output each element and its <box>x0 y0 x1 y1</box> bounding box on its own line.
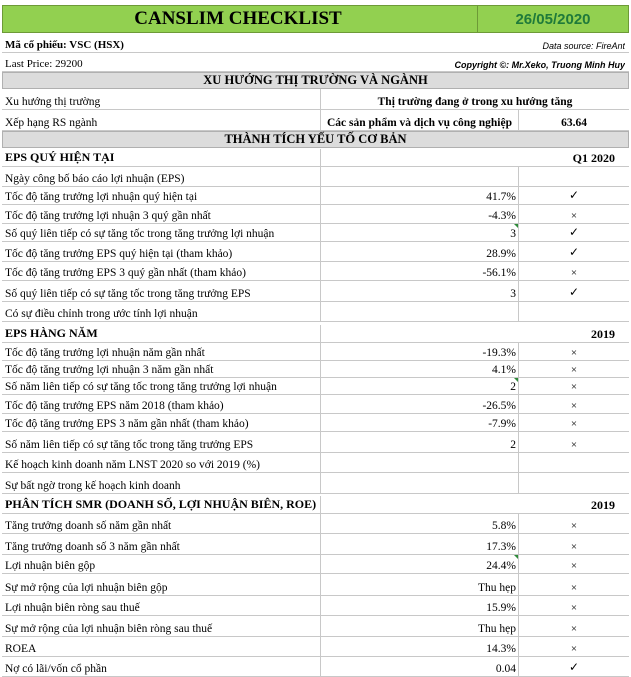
section-trend: XU HƯỚNG THỊ TRƯỜNG VÀ NGÀNH <box>2 72 629 89</box>
metric-label: Lợi nhuận biên gộp <box>5 560 96 572</box>
metric-value: 3 <box>320 224 519 241</box>
metric-label: Kế hoạch kinh doanh năm LNST 2020 so với 2019 (%) <box>5 459 260 471</box>
cross-icon: × <box>570 602 578 614</box>
data-source: Data source: FireAnt <box>542 41 625 51</box>
cross-icon: × <box>570 623 578 635</box>
metric-value: 28.9% <box>320 242 519 261</box>
cross-icon: × <box>570 418 578 430</box>
title-bar <box>2 5 629 33</box>
metric-label: Tốc độ tăng trưởng EPS quý hiện tại (tham khảo) <box>5 248 233 260</box>
rs-industry: Các sản phẩm và dịch vụ công nghiệp <box>320 110 519 130</box>
eps-year-header <box>2 325 629 343</box>
table-row <box>2 453 629 473</box>
metric-label: Sự mở rộng của lợi nhuận biên ròng sau thuế <box>5 623 213 635</box>
section-title: EPS HÀNG NĂM <box>5 326 98 340</box>
divider <box>320 496 321 513</box>
table-row <box>2 555 629 574</box>
metric-label: Tốc độ tăng trưởng lợi nhuận 3 năm gần nhất <box>5 364 214 376</box>
table-row <box>2 616 629 637</box>
metric-value: 14.3% <box>320 637 519 656</box>
rs-label: Xếp hạng RS ngành <box>5 117 98 129</box>
cross-icon <box>519 167 629 186</box>
metric-label: Ngày công bố báo cáo lợi nhuận (EPS) <box>5 173 185 185</box>
table-row <box>2 414 629 432</box>
section-title: PHÂN TÍCH SMR (DOANH SỐ, LỢI NHUẬN BIÊN, ROE) <box>5 497 317 511</box>
divider <box>320 149 321 166</box>
last-price: Last Price: 29200 <box>5 58 83 70</box>
metric-value: -7.9% <box>320 414 519 431</box>
metric-value: 24.4% <box>320 555 519 573</box>
market-trend-row <box>2 89 629 110</box>
metric-value: 2 <box>320 378 519 394</box>
cross-icon: × <box>570 347 578 359</box>
table-row <box>2 574 629 596</box>
table-row <box>2 262 629 281</box>
table-row <box>2 281 629 302</box>
ticker-row <box>2 34 629 53</box>
cross-icon: × <box>570 520 578 532</box>
metric-label: Số năm liên tiếp có sự tăng tốc trong tăng trưởng EPS <box>5 439 254 451</box>
metric-value: -26.5% <box>320 395 519 413</box>
table-row <box>2 637 629 657</box>
metric-value: Thu hẹp <box>320 616 519 636</box>
table-row <box>2 224 629 242</box>
table-row <box>2 361 629 378</box>
metric-value: -19.3% <box>320 343 519 360</box>
metric-label: Sự mở rộng của lợi nhuận biên gộp <box>5 582 168 594</box>
table-row <box>2 205 629 224</box>
cross-icon: × <box>570 643 578 655</box>
metric-value <box>320 302 519 321</box>
table-row <box>2 596 629 616</box>
cross-icon: × <box>570 541 578 553</box>
metric-value: -4.3% <box>320 205 519 223</box>
metric-value <box>320 167 519 186</box>
check-icon: ✓ <box>568 285 580 299</box>
cross-icon: × <box>570 381 578 393</box>
table-row <box>2 514 629 534</box>
cross-icon <box>519 473 629 493</box>
table-row <box>2 242 629 262</box>
table-row <box>2 657 629 677</box>
price-row <box>2 53 629 72</box>
metric-label: Tốc độ tăng trưởng EPS 3 năm gần nhất (tham khảo) <box>5 418 249 430</box>
check-icon: ✓ <box>568 188 580 202</box>
cross-icon: × <box>570 364 578 376</box>
check-icon: ✓ <box>568 225 580 239</box>
check-icon: ✓ <box>568 660 580 674</box>
table-row <box>2 378 629 395</box>
period-label: Q1 2020 <box>572 151 615 165</box>
table-row <box>2 534 629 555</box>
metric-label: Số quý liên tiếp có sự tăng tốc trong tăng trưởng EPS <box>5 288 251 300</box>
period-label: 2019 <box>591 327 615 341</box>
metric-label: Sự bất ngờ trong kế hoạch kinh doanh <box>5 480 181 492</box>
cross-icon: × <box>570 560 578 572</box>
metric-value: 4.1% <box>320 361 519 377</box>
metric-label: Tốc độ tăng trưởng lợi nhuận năm gần nhất <box>5 347 205 359</box>
cross-icon: × <box>570 439 578 451</box>
rs-value: 63.64 <box>561 117 587 129</box>
cross-icon: × <box>570 582 578 594</box>
metric-value: 5.8% <box>320 514 519 533</box>
metric-label: Tốc độ tăng trưởng lợi nhuận 3 quý gần nhất <box>5 210 211 222</box>
cross-icon <box>519 302 629 321</box>
metric-label: Số năm liên tiếp có sự tăng tốc trong tăng trưởng lợi nhuận <box>5 381 277 393</box>
table-row <box>2 473 629 494</box>
metric-value: Thu hẹp <box>320 574 519 595</box>
rs-row <box>2 110 629 131</box>
metric-value <box>320 453 519 472</box>
metric-label: Tăng trưởng doanh số năm gần nhất <box>5 520 172 532</box>
cross-icon: × <box>570 267 578 279</box>
metric-value: 17.3% <box>320 534 519 554</box>
metric-label: Nợ có lãi/vốn cổ phần <box>5 663 107 675</box>
cross-icon <box>519 453 629 472</box>
table-row <box>2 343 629 361</box>
metric-label: Số quý liên tiếp có sự tăng tốc trong tăng trưởng lợi nhuận <box>5 228 275 240</box>
metric-label: Lợi nhuận biên ròng sau thuế <box>5 602 140 614</box>
smr-header <box>2 496 629 514</box>
metric-value: 15.9% <box>320 596 519 615</box>
table-row <box>2 395 629 414</box>
metric-value: -56.1% <box>320 262 519 280</box>
metric-label: Tốc độ tăng trưởng EPS năm 2018 (tham khảo) <box>5 400 224 412</box>
copyright: Copyright ©: Mr.Xeko, Truong Minh Huy <box>454 60 625 70</box>
cross-icon: × <box>570 210 578 222</box>
metric-value <box>320 473 519 493</box>
metric-label: Có sự điều chỉnh trong ước tính lợi nhuận <box>5 308 198 320</box>
sheet-title: CANSLIM CHECKLIST <box>134 8 342 29</box>
table-row <box>2 302 629 322</box>
report-date: 26/05/2020 <box>477 6 628 32</box>
ticker-label: Mã cổ phiếu: VSC (HSX) <box>5 39 124 51</box>
check-icon: ✓ <box>568 245 580 259</box>
table-row <box>2 432 629 453</box>
metric-label: Tăng trưởng doanh số 3 năm gần nhất <box>5 541 180 553</box>
metric-label: Tốc độ tăng trưởng EPS 3 quý gần nhất (tham khảo) <box>5 267 246 279</box>
table-row <box>2 167 629 187</box>
cross-icon: × <box>570 400 578 412</box>
divider <box>320 325 321 342</box>
market-trend-value: Thị trường đang ở trong xu hướng tăng <box>320 89 629 109</box>
eps-quarter-header <box>2 149 629 167</box>
section-fundamentals: THÀNH TÍCH YẾU TỐ CƠ BẢN <box>2 131 629 148</box>
metric-label: ROEA <box>5 643 37 655</box>
market-trend-label: Xu hướng thị trường <box>5 96 101 108</box>
table-row <box>2 187 629 205</box>
metric-value: 41.7% <box>320 187 519 204</box>
metric-label: Tốc độ tăng trưởng lợi nhuận quý hiện tại <box>5 191 198 203</box>
metric-value: 2 <box>320 432 519 452</box>
metric-value: 0.04 <box>320 657 519 676</box>
period-label: 2019 <box>591 498 615 512</box>
metric-value: 3 <box>320 281 519 301</box>
section-title: EPS QUÝ HIỆN TẠI <box>5 150 115 164</box>
